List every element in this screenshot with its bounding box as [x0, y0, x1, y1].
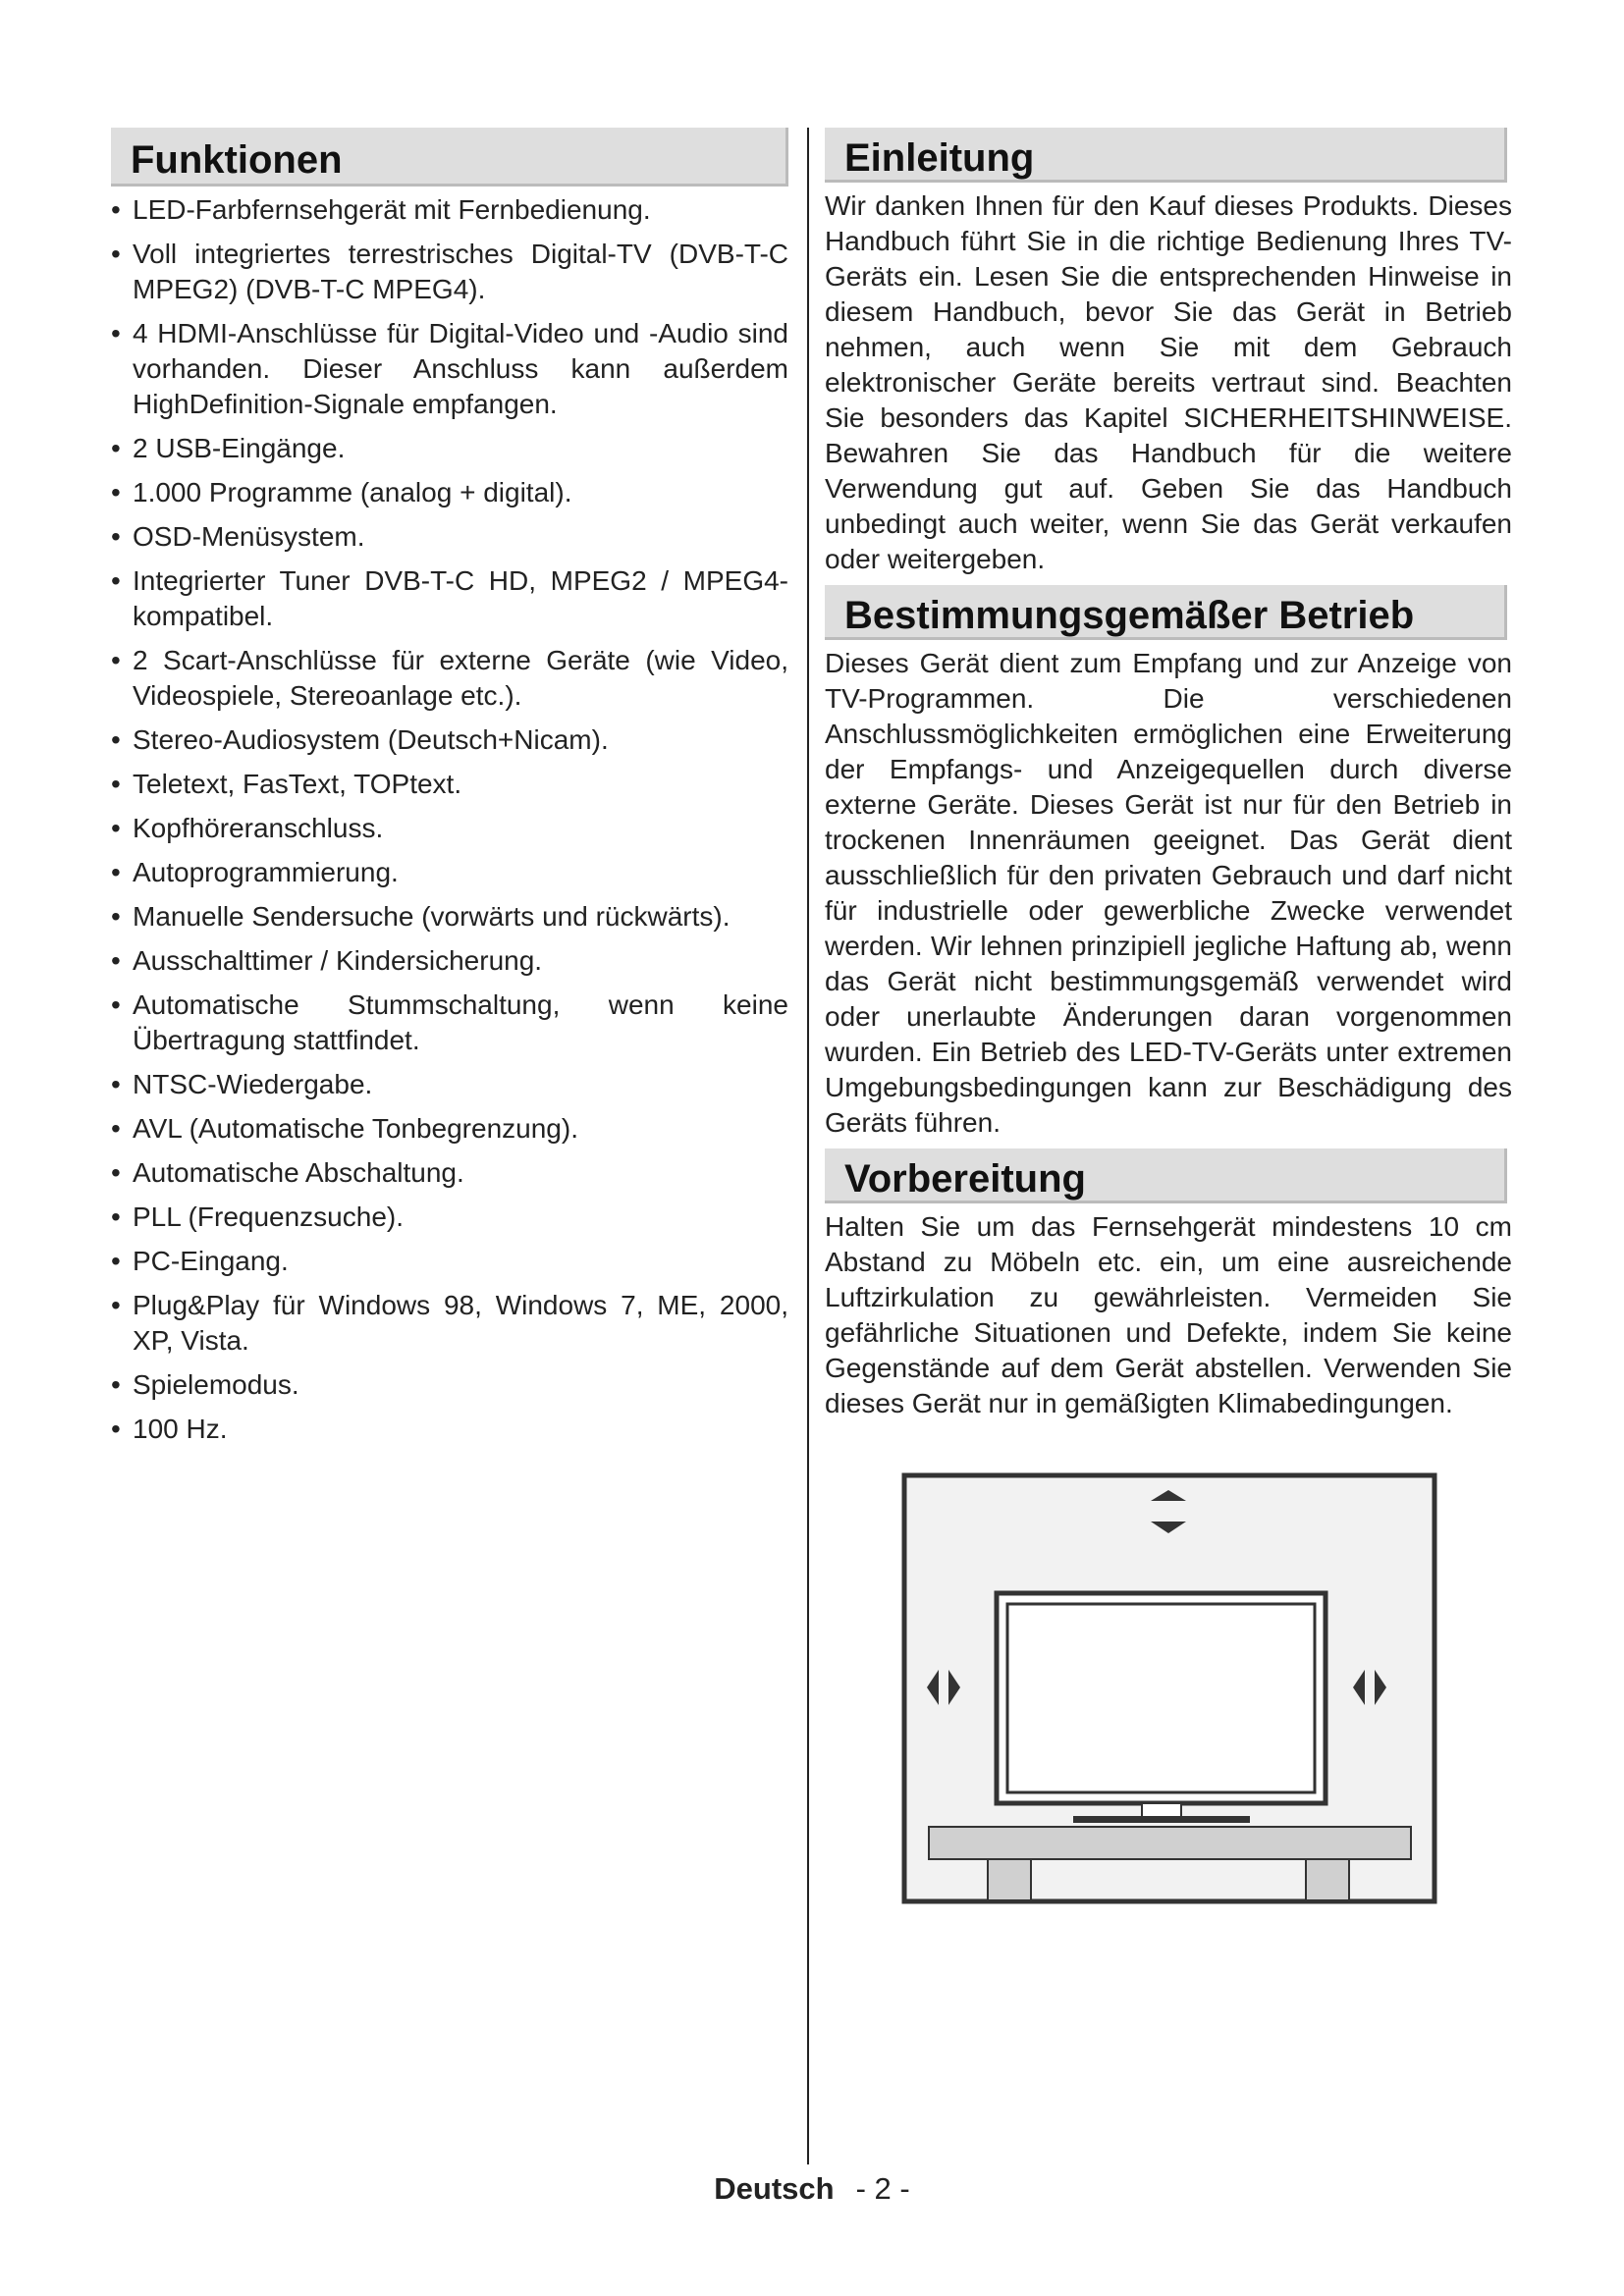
list-item: • Kopfhöreranschluss. [111, 811, 788, 846]
tv-stand-neck [1142, 1803, 1181, 1817]
list-item: • AVL (Automatische Tonbegrenzung). [111, 1111, 788, 1147]
list-item: • 2 USB-Eingänge. [111, 431, 788, 466]
tv-stand-base [1073, 1816, 1250, 1823]
list-item: • LED-Farbfernsehgerät mit Fernbedienung. [111, 192, 788, 228]
section-heading-einleitung: Einleitung [825, 128, 1507, 183]
section-heading-funktionen: Funktionen [111, 128, 788, 187]
list-item: • Automatische Stummschaltung, wenn keine Übertragung stattfindet. [111, 988, 788, 1058]
list-item: • Automatische Abschaltung. [111, 1155, 788, 1191]
right-column [825, 128, 1512, 1429]
list-item: • Autoprogrammierung. [111, 855, 788, 890]
list-item: • 2 Scart-Anschlüsse für externe Geräte (wie Video, Videospiele, Stereoanlage etc.). [111, 643, 788, 714]
intended-use-paragraph: Dieses Gerät dient zum Empfang und zur Anzeige von TV-Programmen. Die verschiedenen Anschlussmöglichkeiten ermöglichen eine Erweiterung der Empfangs- und Anzeigequellen durch diverse externe Geräte. Dieses Gerät ist nur für den Betrieb in trockenen Innenräumen geeignet. Das Gerät dient ausschließlich für den privaten Gebrauch und darf nicht für industrielle oder gewerbliche Zwecke verwendet werden. Wir lehnen prinzipiell jegliche Haftung ab, wenn das Gerät nicht bestimmungsgemäß verwendet wird oder unerlaubte Änderungen daran vorgenommen wurden. Ein Betrieb des LED-TV-Geräts unter extremen Umgebungsbedingungen kann zur Beschädigung des Geräts führen. [825, 648, 1512, 1138]
list-item: • PC-Eingang. [111, 1244, 788, 1279]
page-number: - 2 - [855, 2171, 910, 2206]
list-item: • Spielemodus. [111, 1367, 788, 1403]
column-divider [807, 128, 809, 2164]
list-item: • NTSC-Wiedergabe. [111, 1067, 788, 1102]
table-top [929, 1827, 1411, 1859]
list-item: • OSD-Menüsystem. [111, 519, 788, 555]
list-item: • 100 Hz. [111, 1412, 788, 1447]
list-item: • Ausschalttimer / Kindersicherung. [111, 943, 788, 979]
list-item: • PLL (Frequenzsuche). [111, 1200, 788, 1235]
left-column [111, 128, 788, 1456]
section-heading-bestimmungsgemaesser-betrieb: Bestimmungsgemäßer Betrieb [825, 585, 1507, 640]
list-item: • Stereo-Audiosystem (Deutsch+Nicam). [111, 722, 788, 758]
list-item: • Teletext, FasText, TOPtext. [111, 767, 788, 802]
list-item: • Integrierter Tuner DVB-T-C HD, MPEG2 / MPEG4-kompatibel. [111, 563, 788, 634]
list-item: • 1.000 Programme (analog + digital). [111, 475, 788, 510]
footer-language: Deutsch [714, 2171, 835, 2206]
tv-placement-illustration [901, 1472, 1437, 1904]
page-footer [0, 2171, 1624, 2207]
tv-screen [1007, 1604, 1315, 1792]
list-item: • 4 HDMI-Anschlüsse für Digital-Video und -Audio sind vorhanden. Dieser Anschluss kann außerdem HighDefinition-Signale empfangen. [111, 316, 788, 422]
preparation-paragraph: Halten Sie um das Fernsehgerät mindestens 10 cm Abstand zu Möbeln etc. ein, um eine ausreichende Luftzirkulation zu gewährleisten. Vermeiden Sie gefährliche Situationen und Defekte, indem Sie keine Gegenstände auf dem Gerät abstellen. Verwenden Sie dieses Gerät nur in gemäßigten Klimabedingungen. [825, 1211, 1512, 1418]
list-item: • Plug&Play für Windows 98, Windows 7, ME, 2000, XP, Vista. [111, 1288, 788, 1359]
intro-paragraph: Wir danken Ihnen für den Kauf dieses Produkts. Dieses Handbuch führt Sie in die richtige Bedienung Ihres TV-Geräts ein. Lesen Sie die entsprechenden Hinweise in diesem Handbuch, bevor Sie das Gerät in Betrieb nehmen, auch wenn Sie mit dem Gebrauch elektronischer Geräte bereits vertraut sind. Beachten Sie besonders das Kapitel SICHERHEITSHINWEISE. Bewahren Sie das Handbuch für die weitere Verwendung gut auf. Geben Sie das Handbuch unbedingt auch weiter, wenn Sie das Gerät verkaufen oder weitergeben. [825, 190, 1512, 574]
list-item: • Manuelle Sendersuche (vorwärts und rückwärts). [111, 899, 788, 934]
table-leg-left [988, 1859, 1031, 1900]
features-list [111, 192, 788, 1447]
list-item: • Voll integriertes terrestrisches Digital-TV (DVB-T-C MPEG2) (DVB-T-C MPEG4). [111, 237, 788, 307]
section-heading-vorbereitung: Vorbereitung [825, 1148, 1507, 1203]
table-leg-right [1306, 1859, 1349, 1900]
